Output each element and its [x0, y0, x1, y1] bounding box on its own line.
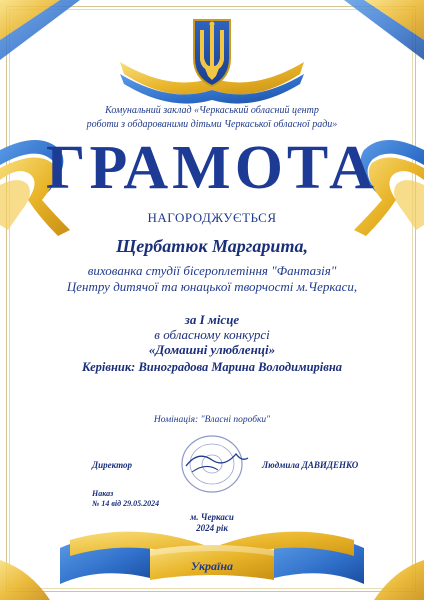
contest-name: «Домашні улюбленці»	[148, 342, 276, 357]
city: м. Черкаси	[190, 512, 234, 522]
bottom-ribbon	[60, 532, 364, 584]
award-verb: НАГОРОДЖУЄТЬСЯ	[147, 210, 277, 225]
institution-name	[0, 104, 424, 132]
year: 2024 рік	[196, 523, 228, 533]
description-line-1: вихованка студії бісероплетіння "Фантазія"	[87, 263, 337, 278]
trident-emblem-icon	[0, 0, 424, 120]
director-name: Людмила ДАВИДЕНКО	[262, 460, 359, 470]
nomination: Номінація: "Власні поробки"	[153, 415, 271, 425]
order-number: № 14 від 29.05.2024	[92, 499, 160, 508]
institution-line-1: Комунальний заклад «Черкаський обласний центр	[105, 105, 319, 116]
contest-line: в обласному конкурсі	[154, 327, 270, 342]
award-details	[0, 312, 424, 357]
institution-line-2: роботи з обдарованими дітьми Черкаської обласної ради»	[86, 119, 338, 130]
order-label: Наказ	[92, 489, 114, 498]
round-seal-icon	[178, 432, 254, 496]
recipient-name: Щербатюк Маргарита,	[116, 236, 308, 256]
award-place: за І місце	[184, 312, 240, 327]
description-line-2: Центру дитячої та юнацької творчості м.Черкаси,	[66, 279, 358, 294]
ribbon-text: Україна	[190, 559, 234, 573]
recipient-description	[0, 263, 424, 295]
order-info	[92, 489, 159, 509]
certificate-title: ГРАМОТА	[46, 134, 378, 202]
director-label: Директор	[92, 460, 132, 470]
city-year	[0, 512, 424, 534]
leader-name: Керівник: Виноградова Марина Володимирівна	[81, 360, 343, 374]
